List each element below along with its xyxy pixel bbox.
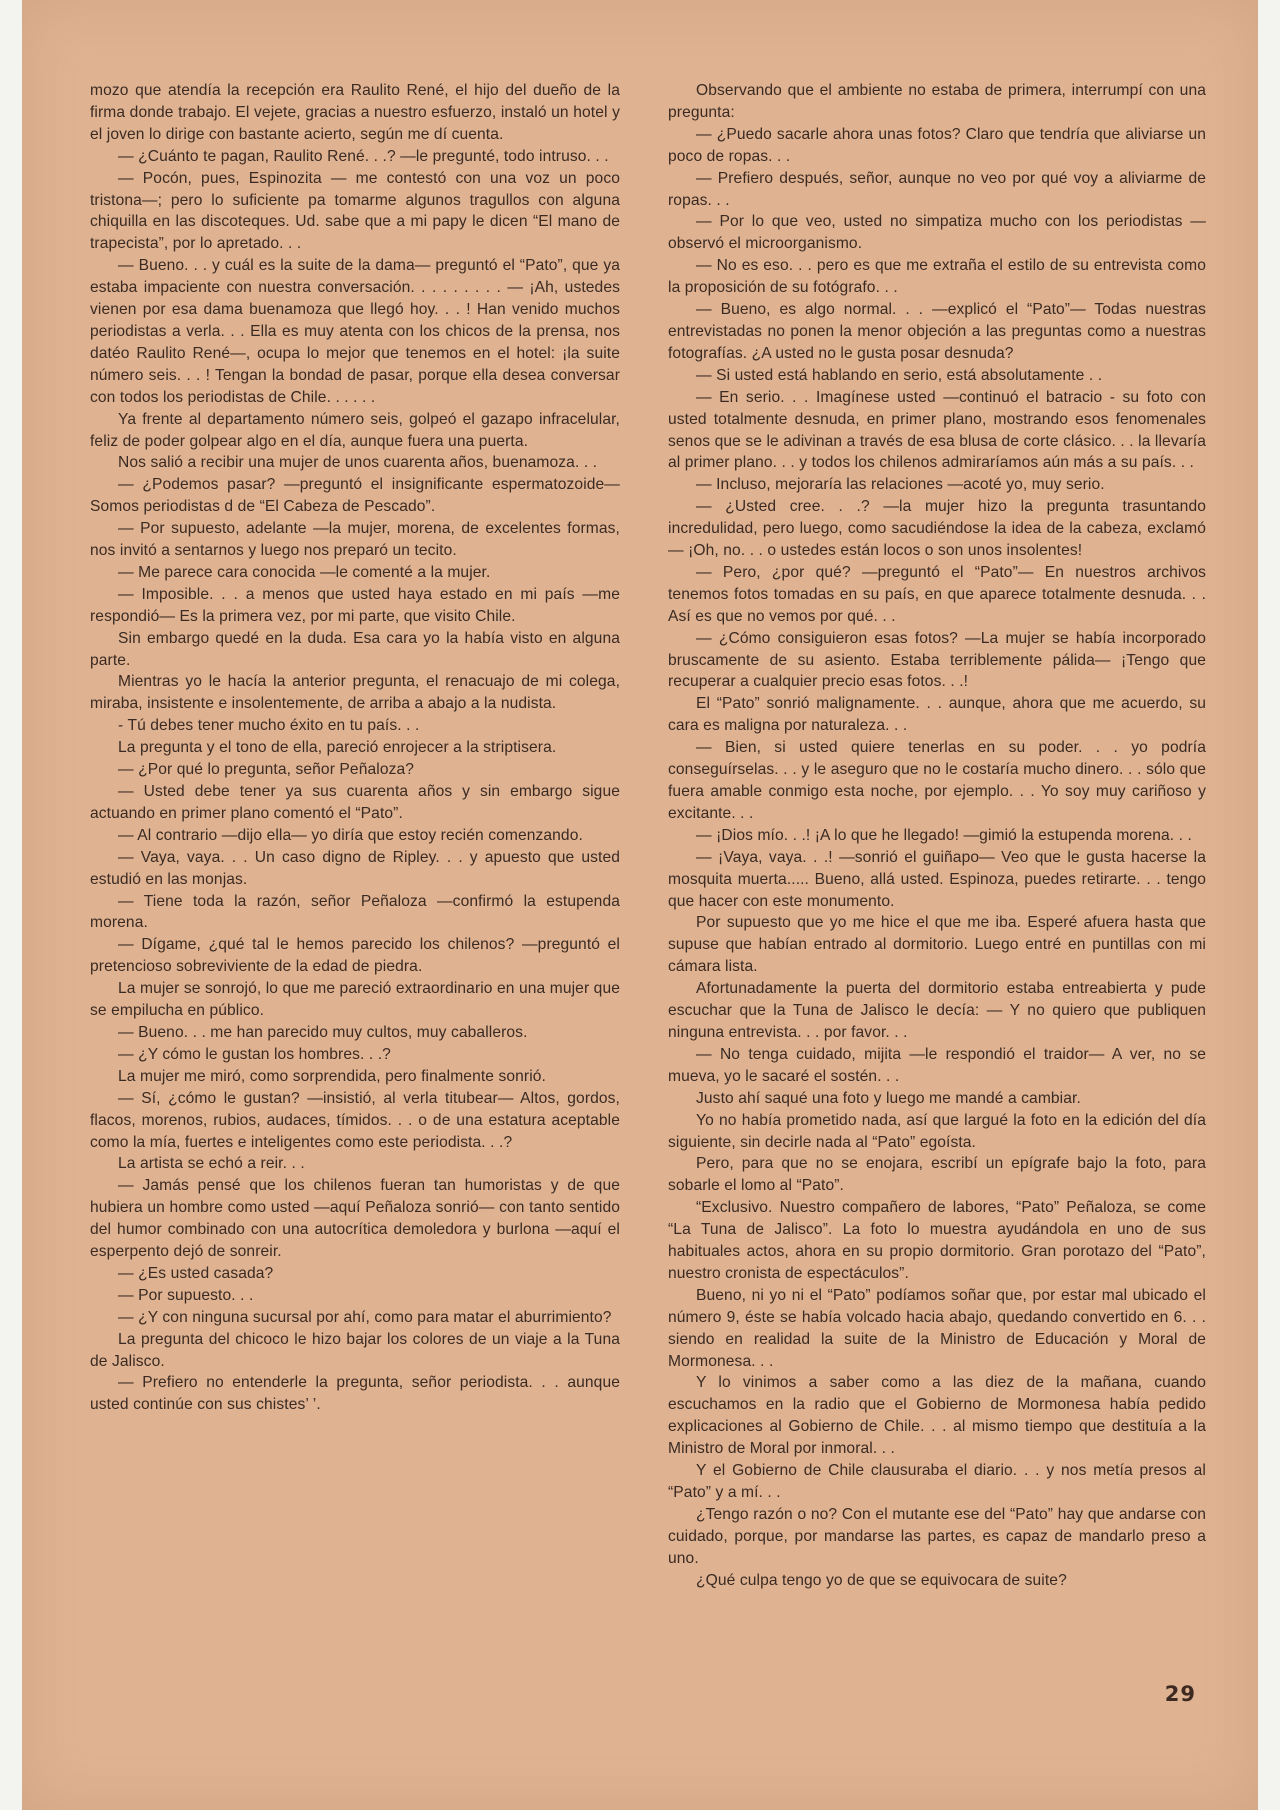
magazine-page — [22, 0, 1258, 1810]
paragraph: — Por lo que veo, usted no simpatiza mucho con los periodistas —observó el microorganismo. — [668, 213, 1206, 253]
paragraph: — ¿Y cómo le gustan los hombres. . .? — [118, 1045, 391, 1063]
paragraph: Nos salió a recibir una mujer de unos cuarenta años, buenamoza. . . — [118, 454, 598, 472]
paragraph: — Prefiero no entenderle la pregunta, señor periodista. . . aunque usted continúe con sus chistes’ ’. — [90, 1374, 620, 1414]
paragraph: — ¿Podemos pasar? —preguntó el insignificante espermatozoide— Somos periodistas d de “El Cabeza de Pescado”. — [90, 476, 620, 516]
paragraph: — Dígame, ¿qué tal le hemos parecido los chilenos? —preguntó el pretencioso sobreviviente de la edad de piedra. — [90, 936, 620, 976]
paragraph: — ¿Es usted casada? — [118, 1264, 274, 1282]
paragraph: — ¡Dios mío. . .! ¡A lo que he llegado! —gimió la estupenda morena. . . — [696, 826, 1192, 844]
paragraph: — No es eso. . . pero es que me extraña el estilo de su entrevista como la proposición de su fotógrafo. . . — [668, 257, 1206, 297]
right-column — [668, 80, 1206, 1592]
paragraph: — Usted debe tener ya sus cuarenta años y sin embargo sigue actuando en primer plano comentó el “Pato”. — [90, 783, 620, 822]
paragraph: — Pocón, pues, Espinozita — me contestó con una voz un poco tristona—; pero lo suficiente pa tomarme algunos tragullos con alguna chiquilla en las discoteques. Ud. sabe que a mi papy le dicen “El mano de trapecista”, por lo apretado. . . — [90, 169, 620, 253]
paragraph: — Imposible. . . a menos que usted haya estado en mi país —me respondió— Es la primera vez, por mi parte, que visito Chile. — [90, 585, 620, 625]
paragraph: — ¿Y con ninguna sucursal por ahí, como para matar el aburrimiento? — [118, 1308, 612, 1326]
paragraph: Yo no había prometido nada, así que largué la foto en la edición del día siguiente, sin decirle nada al “Pato” egoísta. — [668, 1111, 1206, 1151]
paragraph: — Me parece cara conocida —le comenté a la mujer. — [118, 563, 491, 581]
paragraph: — Bueno, es algo normal. . . —explicó el “Pato”— Todas nuestras entrevistadas no ponen la menor objeción a las preguntas como a nuestras fotografías. ¿A usted no le gusta posar desnuda? — [668, 301, 1206, 362]
paragraph: — Bien, si usted quiere tenerlas en su poder. . . yo podría conseguírselas. . . y le aseguro que no le costaría mucho dinero. . . sólo que fuera amable conmigo esta noche, por ejemplo. . . Yo soy muy cariñoso y excitante. . . — [668, 739, 1206, 822]
paragraph: Mientras yo le hacía la anterior pregunta, el renacuajo de mi colega, miraba, insistente e insolentemente, de arriba a abajo a la nudista. — [90, 673, 620, 713]
paragraph: — Tiene toda la razón, señor Peñaloza —confirmó la estupenda morena. — [90, 892, 620, 932]
paragraph: La artista se echó a reir. . . — [118, 1155, 305, 1173]
paragraph: — ¡Vaya, vaya. . .! —sonrió el guiñapo— Veo que le gusta hacerse la mosquita muerta..... Bueno, allá usted. Espinoza, puedes retirarte. . . tengo que hacer con este monumento. — [668, 848, 1206, 910]
paragraph: — Por supuesto, adelante —la mujer, morena, de excelentes formas, nos invitó a sentarnos y luego nos preparó un tecito. — [90, 520, 620, 560]
paragraph: Observando que el ambiente no estaba de primera, interrumpí con una pregunta: — [668, 82, 1206, 121]
paragraph: — Bueno. . . me han parecido muy cultos, muy caballeros. — [118, 1023, 528, 1041]
paragraph: — Por supuesto. . . — [118, 1286, 254, 1304]
paragraph: Ya frente al departamento número seis, golpeó el gazapo infracelular, feliz de poder golpear algo en el día, aunque fuera una puerta. — [90, 410, 620, 450]
paragraph: La mujer se sonrojó, lo que me pareció extraordinario en una mujer que se empilucha en público. — [90, 980, 620, 1020]
paragraph: “Exclusivo. Nuestro compañero de labores, “Pato” Peñaloza, se come “La Tuna de Jalisco”. La foto lo muestra ayudándola en uno de sus habituales actos, ahora en su propio dormitorio. Gran porotazo del “Pato”, nuestro cronista de espectáculos”. — [668, 1199, 1206, 1282]
paragraph: Y el Gobierno de Chile clausuraba el diario. . . y nos metía presos al “Pato” y a mí. . . — [668, 1462, 1206, 1501]
paragraph: — Si usted está hablando en serio, está absolutamente . . — [696, 366, 1103, 384]
paragraph: Pero, para que no se enojara, escribí un epígrafe bajo la foto, para sobarle el lomo al “Pato”. — [668, 1155, 1206, 1195]
paragraph: — Incluso, mejoraría las relaciones —acoté yo, muy serio. — [696, 476, 1105, 494]
paragraph: — Bueno. . . y cuál es la suite de la dama— preguntó el “Pato”, que ya estaba impaciente con nuestra conversación. . . . . . . . . — ¡Ah, ustedes vienen por esa dama buenamoza que llegó hoy. . . ! Han venido muchos periodistas a verla. . . Ella es muy atenta con los chicos de la prensa, nos datéo Raulito René—, ocupa lo mejor que tenemos en el hotel: ¡la suite número seis. . . ! Tengan la bondad de pasar, porque ella desea conversar con todos los periodistas de Chile. . . . . . — [90, 257, 620, 406]
paragraph: — Vaya, vaya. . . Un caso digno de Ripley. . . y apuesto que usted estudió en las monjas. — [90, 848, 620, 888]
paragraph: — ¿Puedo sacarle ahora unas fotos? Claro que tendría que aliviarse un poco de ropas. . . — [668, 125, 1206, 165]
paragraph: Afortunadamente la puerta del dormitorio estaba entreabierta y pude escuchar que la Tuna de Jalisco le decía: — Y no quiero que publiquen ninguna entrevista. . . por favor. . . — [668, 980, 1206, 1041]
paragraph: — Prefiero después, señor, aunque no veo por qué voy a aliviarme de ropas. . . — [668, 169, 1206, 209]
paragraph: — No tenga cuidado, mijita —le respondió el traidor— A ver, no se mueva, yo le sacaré el sostén. . . — [668, 1045, 1206, 1085]
paragraph: — ¿Cómo consiguieron esas fotos? —La mujer se había incorporado bruscamente de su asiento. Estaba terriblemente pálida— ¡Tengo que recuperar a cualquier precio esas fotos. . .! — [668, 629, 1206, 691]
paragraph: — Sí, ¿cómo le gustan? —insistió, al verla titubear— Altos, gordos, flacos, morenos, rubios, audaces, tímidos. . . o de una estatura aceptable como la mía, fuertes e inteligentes como este periodista. . .? — [90, 1089, 620, 1151]
paragraph: Bueno, ni yo ni el “Pato” podíamos soñar que, por estar mal ubicado el número 9, éste se había volcado hacia abajo, quedando convertido en 6. . . siendo en realidad la suite de la Ministro de Educación y Moral de Mormonesa. . . — [668, 1286, 1206, 1370]
paragraph: La pregunta del chicoco le hizo bajar los colores de un viaje a la Tuna de Jalisco. — [90, 1330, 620, 1370]
paragraph: ¿Tengo razón o no? Con el mutante ese del “Pato” hay que andarse con cuidado, porque, por mandarse las partes, es capaz de mandarlo preso a uno. — [668, 1505, 1206, 1567]
paragraph: La mujer me miró, como sorprendida, pero finalmente sonrió. — [118, 1067, 546, 1085]
paragraph: El “Pato” sonrió malignamente. . . aunque, ahora que me acuerdo, su cara es maligna por naturaleza. . . — [668, 695, 1206, 735]
paragraph: Por supuesto que yo me hice el que me iba. Esperé afuera hasta que supuse que habían entrado al dormitorio. Luego entré en puntillas con mi cámara lista. — [668, 914, 1206, 976]
paragraph: ¿Qué culpa tengo yo de que se equivocara de suite? — [696, 1571, 1067, 1589]
paragraph: Sin embargo quedé en la duda. Esa cara yo la había visto en alguna parte. — [90, 629, 620, 669]
paragraph: — ¿Usted cree. . .? —la mujer hizo la pregunta trasuntando incredulidad, pero luego, como sacudiéndose la idea de la cabeza, exclamó— ¡Oh, no. . . o ustedes están locos o son unos insolentes! — [668, 498, 1206, 560]
paragraph: La pregunta y el tono de ella, pareció enrojecer a la striptisera. — [118, 739, 557, 757]
paragraph: — ¿Por qué lo pregunta, señor Peñaloza? — [118, 761, 415, 779]
paragraph: Justo ahí saqué una foto y luego me mandé a cambiar. — [696, 1089, 1081, 1107]
paragraph: mozo que atendía la recepción era Raulito René, el hijo del dueño de la firma donde trabajo. El vejete, gracias a nuestro esfuerzo, instaló un hotel y el joven lo dirige con bastante acierto, según me dí cuenta. — [90, 82, 620, 143]
paragraph: — Jamás pensé que los chilenos fueran tan humoristas y de que hubiera un hombre como usted —aquí Peñaloza sonrió— con tanto sentido del humor combinado con una autocrítica demoledora y burlona —aquí el esperpento dejó de sonreir. — [90, 1177, 620, 1261]
page-number: 29 — [1164, 1682, 1196, 1706]
left-column — [90, 80, 620, 1416]
paragraph: — Al contrario —dijo ella— yo diría que estoy recién comenzando. — [118, 826, 583, 844]
paragraph: — En serio. . . Imagínese usted —continuó el batracio - su foto con usted totalmente desnuda, en primer plano, mostrando esos fenomenales senos que se le adivinan a través de esa blusa de corte clásico. . . la llevaría al primer plano. . . y todos los chilenos admiraríamos aún más a su país. . . — [668, 388, 1206, 472]
paragraph: - Tú debes tener mucho éxito en tu país. . . — [118, 717, 420, 735]
paragraph: — ¿Cuánto te pagan, Raulito René. . .? —le pregunté, todo intruso. . . — [118, 147, 609, 165]
paragraph: Y lo vinimos a saber como a las diez de la mañana, cuando escuchamos en la radio que el Gobierno de Mormonesa había pedido explicaciones al Gobierno de Chile. . . al mismo tiempo que destituía a la Ministro de Moral por inmoral. . . — [668, 1374, 1206, 1458]
paragraph: — Pero, ¿por qué? —preguntó el “Pato”— En nuestros archivos tenemos fotos tomadas en su país, en que aparece totalmente desnuda. . . Así es que no vemos por qué. . . — [668, 563, 1206, 625]
